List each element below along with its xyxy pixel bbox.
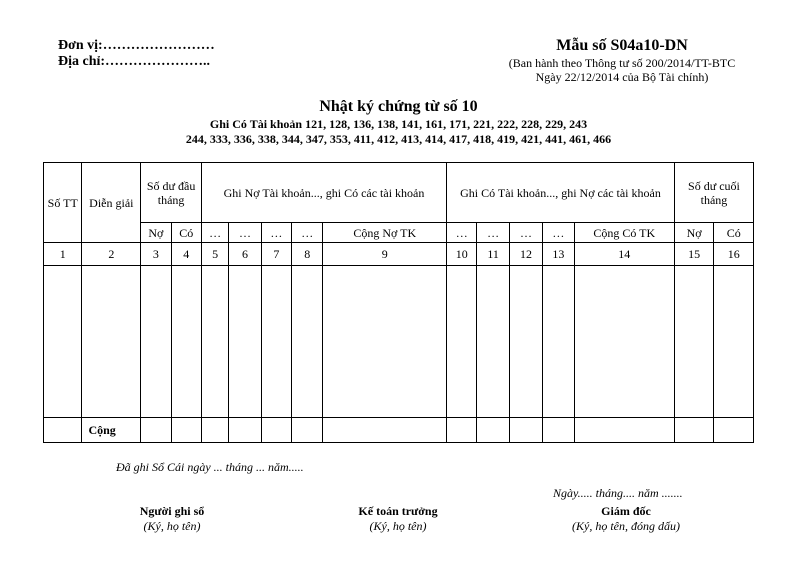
header-credit-total: Cộng Có TK <box>574 223 674 243</box>
table-cell <box>261 418 291 443</box>
header-opening-debit: Nợ <box>141 223 171 243</box>
table-cell <box>543 418 574 443</box>
header-ellipsis: … <box>292 223 323 243</box>
header-ellipsis: … <box>543 223 574 243</box>
column-number: 3 <box>141 243 171 266</box>
header-row-2 <box>44 223 754 243</box>
header-ellipsis: … <box>509 223 542 243</box>
signature-role: Kế toán trưởng <box>358 504 438 518</box>
header-debit-group: Ghi Nợ Tài khoản..., ghi Có các tài khoản <box>201 163 446 223</box>
column-number: 1 <box>44 243 82 266</box>
header-ellipsis: … <box>229 223 261 243</box>
document-title: Nhật ký chứng từ số 10 <box>319 98 478 115</box>
ledger-posting-note: Đã ghi Sổ Cái ngày ... tháng ... năm..... <box>116 460 304 474</box>
column-number: 15 <box>674 243 713 266</box>
header-ellipsis: … <box>447 223 477 243</box>
table-cell <box>574 418 674 443</box>
table-cell <box>543 266 574 418</box>
table-cell <box>323 418 447 443</box>
table-cell <box>229 266 261 418</box>
header-closing-debit: Nợ <box>674 223 713 243</box>
table-cell <box>201 266 228 418</box>
header-debit-total: Cộng Nợ TK <box>323 223 447 243</box>
table-cell <box>141 266 171 418</box>
header-ellipsis: … <box>261 223 291 243</box>
table-cell <box>574 266 674 418</box>
table-cell <box>261 266 291 418</box>
table-cell <box>509 266 542 418</box>
total-label: Cộng <box>82 418 141 443</box>
table-cell <box>447 418 477 443</box>
signature-note: (Ký, họ tên, đóng dấu) <box>572 519 680 533</box>
sign-date: Ngày..... tháng.... năm ....... <box>553 486 683 500</box>
table-cell <box>477 266 509 418</box>
column-number: 8 <box>292 243 323 266</box>
table-cell <box>292 266 323 418</box>
column-number: 7 <box>261 243 291 266</box>
column-number: 14 <box>574 243 674 266</box>
header-description: Diễn giải <box>82 163 141 243</box>
table-cell <box>323 266 447 418</box>
table-cell <box>82 266 141 418</box>
signature-role: Người ghi sổ <box>139 504 205 518</box>
column-number: 16 <box>714 243 754 266</box>
table-cell <box>229 418 261 443</box>
table-cell <box>44 418 82 443</box>
column-number: 11 <box>477 243 509 266</box>
table-cell <box>44 266 82 418</box>
table-cell <box>714 266 754 418</box>
signature-recorder <box>62 504 282 534</box>
table-cell <box>171 418 201 443</box>
table-cell <box>477 418 509 443</box>
table-cell <box>509 418 542 443</box>
table-cell <box>171 266 201 418</box>
signature-chief-accountant <box>288 504 508 534</box>
form-code: Mẫu số S04a10-DN <box>556 37 688 54</box>
entry-row <box>44 266 754 418</box>
table-cell <box>201 418 228 443</box>
column-number: 13 <box>543 243 574 266</box>
address-label: Địa chỉ:………………….. <box>58 54 211 69</box>
header-ellipsis: … <box>477 223 509 243</box>
column-number: 6 <box>229 243 261 266</box>
credit-accounts-line-2: 244, 333, 336, 338, 344, 347, 353, 411, 412, 413, 414, 417, 418, 419, 421, 441, 461, 466 <box>185 132 612 146</box>
header-opening-credit: Có <box>171 223 201 243</box>
header-row-1 <box>44 163 754 223</box>
signature-director <box>516 504 736 534</box>
header-credit-group: Ghi Có Tài khoản..., ghi Nợ các tài khoản <box>447 163 675 223</box>
table-cell <box>674 418 713 443</box>
column-number: 9 <box>323 243 447 266</box>
column-number: 2 <box>82 243 141 266</box>
column-number: 10 <box>447 243 477 266</box>
credit-accounts-line-1: Ghi Có Tài khoản 121, 128, 136, 138, 141, 161, 171, 221, 222, 228, 229, 243 <box>209 117 588 131</box>
table-cell <box>141 418 171 443</box>
header-closing-credit: Có <box>714 223 754 243</box>
unit-label: Đơn vị:…………………… <box>58 38 215 53</box>
header-closing-balance: Số dư cuối tháng <box>674 163 753 223</box>
form-issued-date: Ngày 22/12/2014 của Bộ Tài chính) <box>535 70 709 84</box>
total-row <box>44 418 754 443</box>
header-ellipsis: … <box>201 223 228 243</box>
form-issued-by: (Ban hành theo Thông tư số 200/2014/TT-BTC <box>508 56 736 70</box>
header-opening-balance: Số dư đầu tháng <box>141 163 202 223</box>
header-seq-no: Số TT <box>44 163 82 243</box>
signature-role: Giám đốc <box>601 504 651 518</box>
signature-note: (Ký, họ tên) <box>143 519 201 533</box>
table-cell <box>674 266 713 418</box>
column-number: 4 <box>171 243 201 266</box>
column-number-row <box>44 243 754 266</box>
table-cell <box>447 266 477 418</box>
signature-note: (Ký, họ tên) <box>369 519 427 533</box>
journal-table <box>43 162 754 443</box>
column-number: 12 <box>509 243 542 266</box>
column-number: 5 <box>201 243 228 266</box>
table-cell <box>292 418 323 443</box>
table-cell <box>714 418 754 443</box>
